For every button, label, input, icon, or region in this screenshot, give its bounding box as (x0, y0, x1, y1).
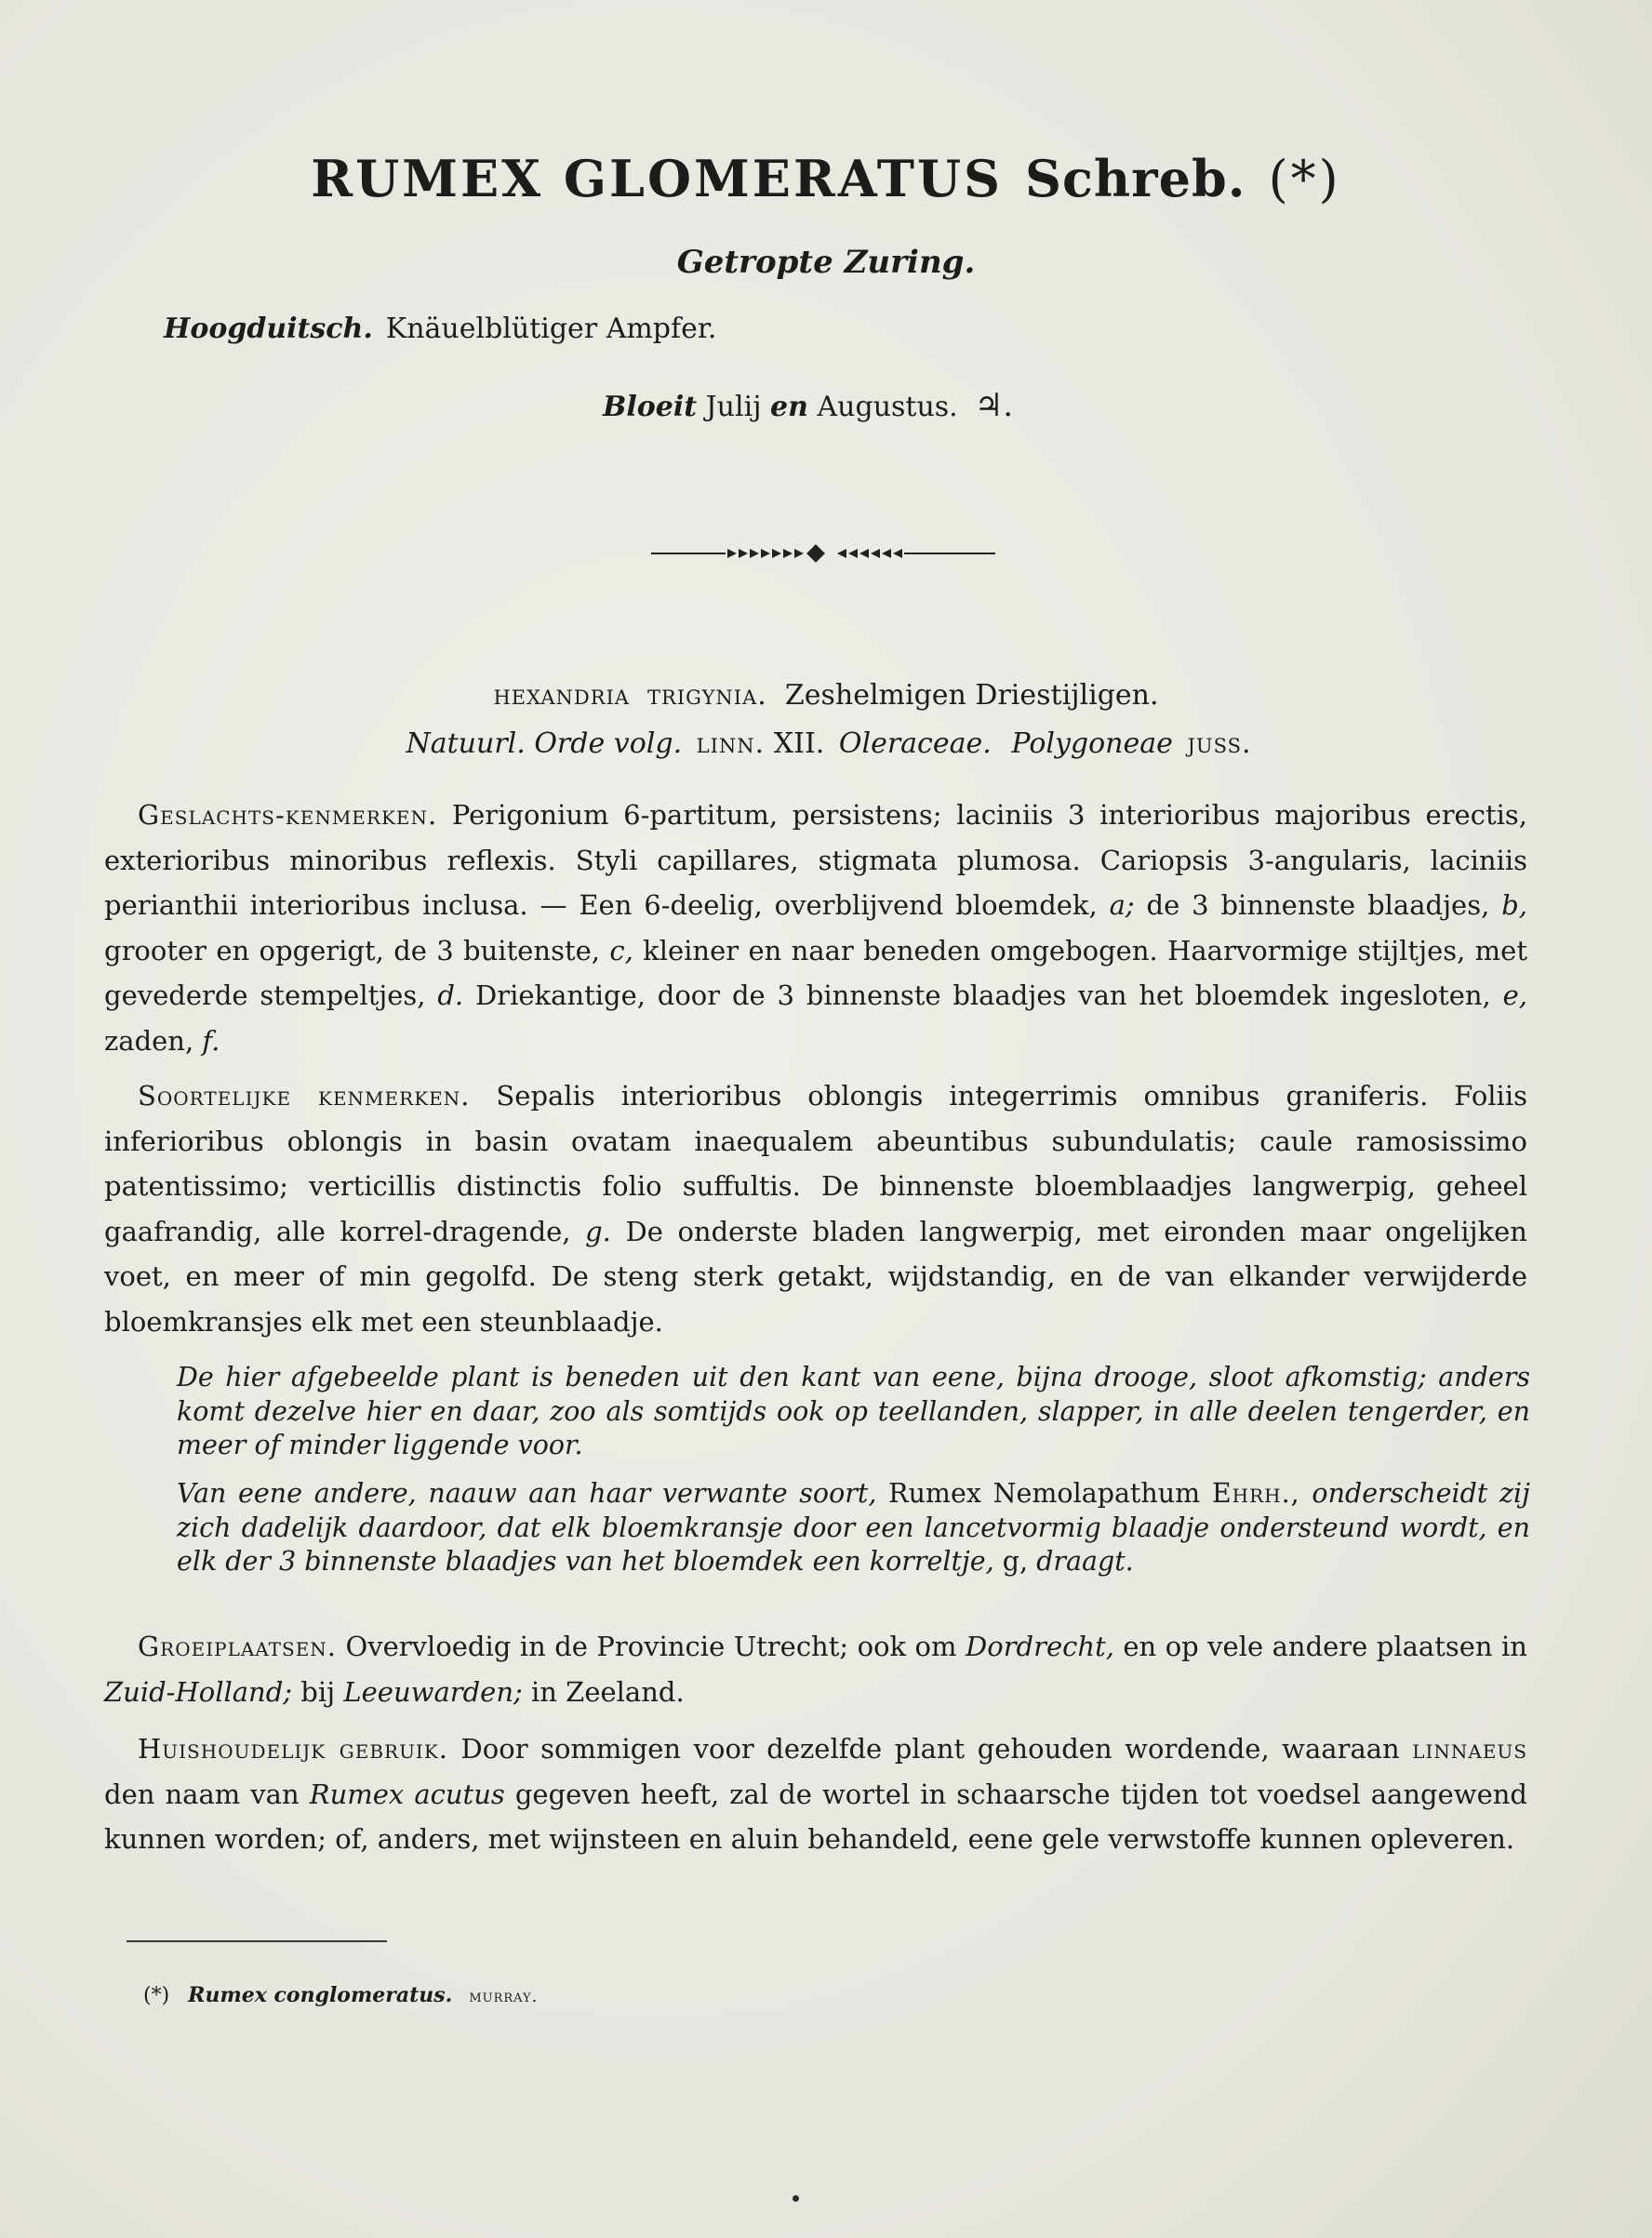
related-text-2: onderscheidt zij zich dadelijk daardoor, dat elk bloemkransje door een lancetvormig blaadje ondersteund wordt, en elk der 3 binnenste blaadjes van het bloemdek een korreltje, (177, 1478, 1530, 1577)
ornament-divider (651, 544, 995, 563)
household-rumex-acutus: Rumex acutus (309, 1778, 505, 1810)
orde-number: XII. (773, 727, 825, 760)
genus-text-5: Driekantige, door de 3 binnenste blaadjes van het bloemdek ingesloten, (463, 979, 1503, 1012)
orde-polygoneae: Polygoneae (1011, 727, 1173, 760)
class-dutch: Zeshelmigen Driestijligen. (784, 679, 1159, 712)
german-label: Hoogduitsch. (164, 313, 373, 345)
related-text-3: draagt. (1028, 1546, 1134, 1577)
orde-juss: juss. (1187, 727, 1252, 760)
flowering-month-2: Augustus. (817, 391, 958, 423)
flowering-and: en (770, 391, 808, 423)
title-author: Schreb. (1025, 149, 1246, 208)
place-zuid-holland: Zuid-Holland; (104, 1675, 293, 1708)
genus-ref-b: b, (1501, 889, 1527, 922)
place-leeuwarden: Leeuwarden; (343, 1675, 523, 1708)
growth-places-heading: Groeiplaatsen. (138, 1631, 338, 1662)
footnote (143, 1983, 538, 2007)
species-text-2: De onderste bladen langwerpig, met eironden maar ongelijken voet, en meer of min gegolfd. De steng sterk getakt, wijdstandig, en de van elkander verwijderde bloemkransjes elk met een steunblaadje. (104, 1215, 1527, 1338)
title-genus-species: RUMEX GLOMERATUS (311, 149, 1004, 208)
genus-characters-paragraph (104, 793, 1527, 1064)
genus-ref-e: e, (1502, 979, 1527, 1012)
species-characters-paragraph (104, 1073, 1527, 1345)
footnote-mark: (*) (143, 1984, 170, 2007)
species-text-1: Sepalis interioribus oblongis integerrimis omnibus graniferis. Foliis inferioribus oblongis in basin ovatam inaequalem abeuntibus subundulatis; caule ramosissimo patentissimo; verticillis distinctis folio suffultis. De binnenste bloemblaadjes langwerpig, geheel gaafrandig, alle korrel-dragende, (104, 1080, 1527, 1247)
flowering-month-1: Julij (705, 391, 762, 423)
growth-text-2: en op vele andere plaatsen in (1113, 1631, 1527, 1662)
page-title (0, 149, 1652, 208)
household-linnaeus: linnaeus (1412, 1733, 1528, 1765)
place-dordrecht: Dordrecht, (965, 1631, 1114, 1662)
footnote-rule (127, 1940, 387, 1942)
genus-ref-c: c, (609, 934, 633, 966)
orde-label: Natuurl. Orde volg. (406, 727, 683, 760)
class-trigynia: trigynia. (647, 679, 767, 712)
genus-text-6: zaden, (104, 1024, 203, 1057)
dutch-name: Getropte Zuring. (676, 244, 976, 281)
habitat-note: De hier afgebeelde plant is beneden uit den kant van eene, bijna drooge, sloot afkomstig; anders komt dezelve hier en daar, zoo als somtijds ook op teellanden, slapper, in alle deelen tengerder, en meer of minder liggende voor. (177, 1362, 1530, 1460)
growth-text-1: Overvloedig in de Provincie Utrecht; ook om (337, 1631, 966, 1662)
genus-text-1: Perigonium 6-partitum, persistens; laciniis 3 interioribus majoribus erectis, exterioribus minoribus reflexis. Styli capillares, stigmata plumosa. Cariopsis 3-angularis, laciniis perianthii interioribus inclusa. — Een 6-deelig, overblijvend bloemdek, (104, 799, 1527, 922)
orde-oleraceae: Oleraceae. (838, 727, 992, 760)
genus-ref-d: d. (437, 979, 464, 1012)
orde-linn: linn. (696, 727, 766, 760)
household-use-heading: Huishoudelijk gebruik. (138, 1733, 448, 1765)
related-species-name: Rumex Nemolapathum (888, 1478, 1201, 1509)
related-species-author: Ehrh., (1211, 1478, 1300, 1509)
classification-line (0, 679, 1652, 712)
household-text-1: Door sommigen voor dezelfde plant gehouden wordende, waaraan (448, 1733, 1413, 1765)
german-name-line (164, 313, 716, 345)
page-dot (793, 2195, 799, 2202)
growth-text-3: bij (292, 1675, 344, 1708)
class-hexandria: hexandria (493, 679, 630, 712)
household-text-2: den naam van (104, 1778, 310, 1810)
flowering-line (603, 387, 1013, 424)
genus-text-3: grooter en opgerigt, de 3 buitenste, (104, 934, 610, 966)
species-characters-heading: Soortelijke kenmerken. (138, 1080, 471, 1112)
title-footnote-mark: (*) (1268, 150, 1341, 208)
perennial-symbol: ♃. (974, 387, 1014, 424)
genus-ref-f: f. (202, 1024, 220, 1057)
household-text-3: gegeven heeft, zal de wortel in schaarsche tijden tot voedsel aangewend kunnen worden; of, anders, met wijnsteen en aluin behandeld, eene gele verwstoffe kunnen opleveren. (104, 1778, 1527, 1856)
footnote-author: murray. (469, 1987, 539, 2006)
footnote-synonym: Rumex conglomeratus. (188, 1983, 453, 2007)
german-name: Knäuelblütiger Ampfer. (385, 313, 717, 345)
genus-characters-heading: Geslachts-kenmerken. (138, 799, 438, 831)
natural-order-line (0, 727, 1652, 760)
genus-text-4: kleiner en naar beneden omgebogen. Haarvormige stijltjes, met gevederde stempeltjes, (104, 934, 1527, 1012)
related-species-note (177, 1477, 1530, 1579)
flowering-label: Bloeit (603, 391, 698, 423)
related-text-1: Van eene andere, naauw aan haar verwante soort, (177, 1478, 889, 1509)
related-ref-g: g, (1002, 1546, 1029, 1577)
genus-ref-a: a; (1109, 889, 1135, 922)
growth-text-4: in Zeeland. (522, 1675, 685, 1708)
species-ref-g: g. (585, 1215, 611, 1247)
household-use-paragraph (104, 1726, 1527, 1862)
genus-text-2: de 3 binnenste blaadjes, (1134, 889, 1502, 922)
growth-places-paragraph (104, 1624, 1527, 1714)
